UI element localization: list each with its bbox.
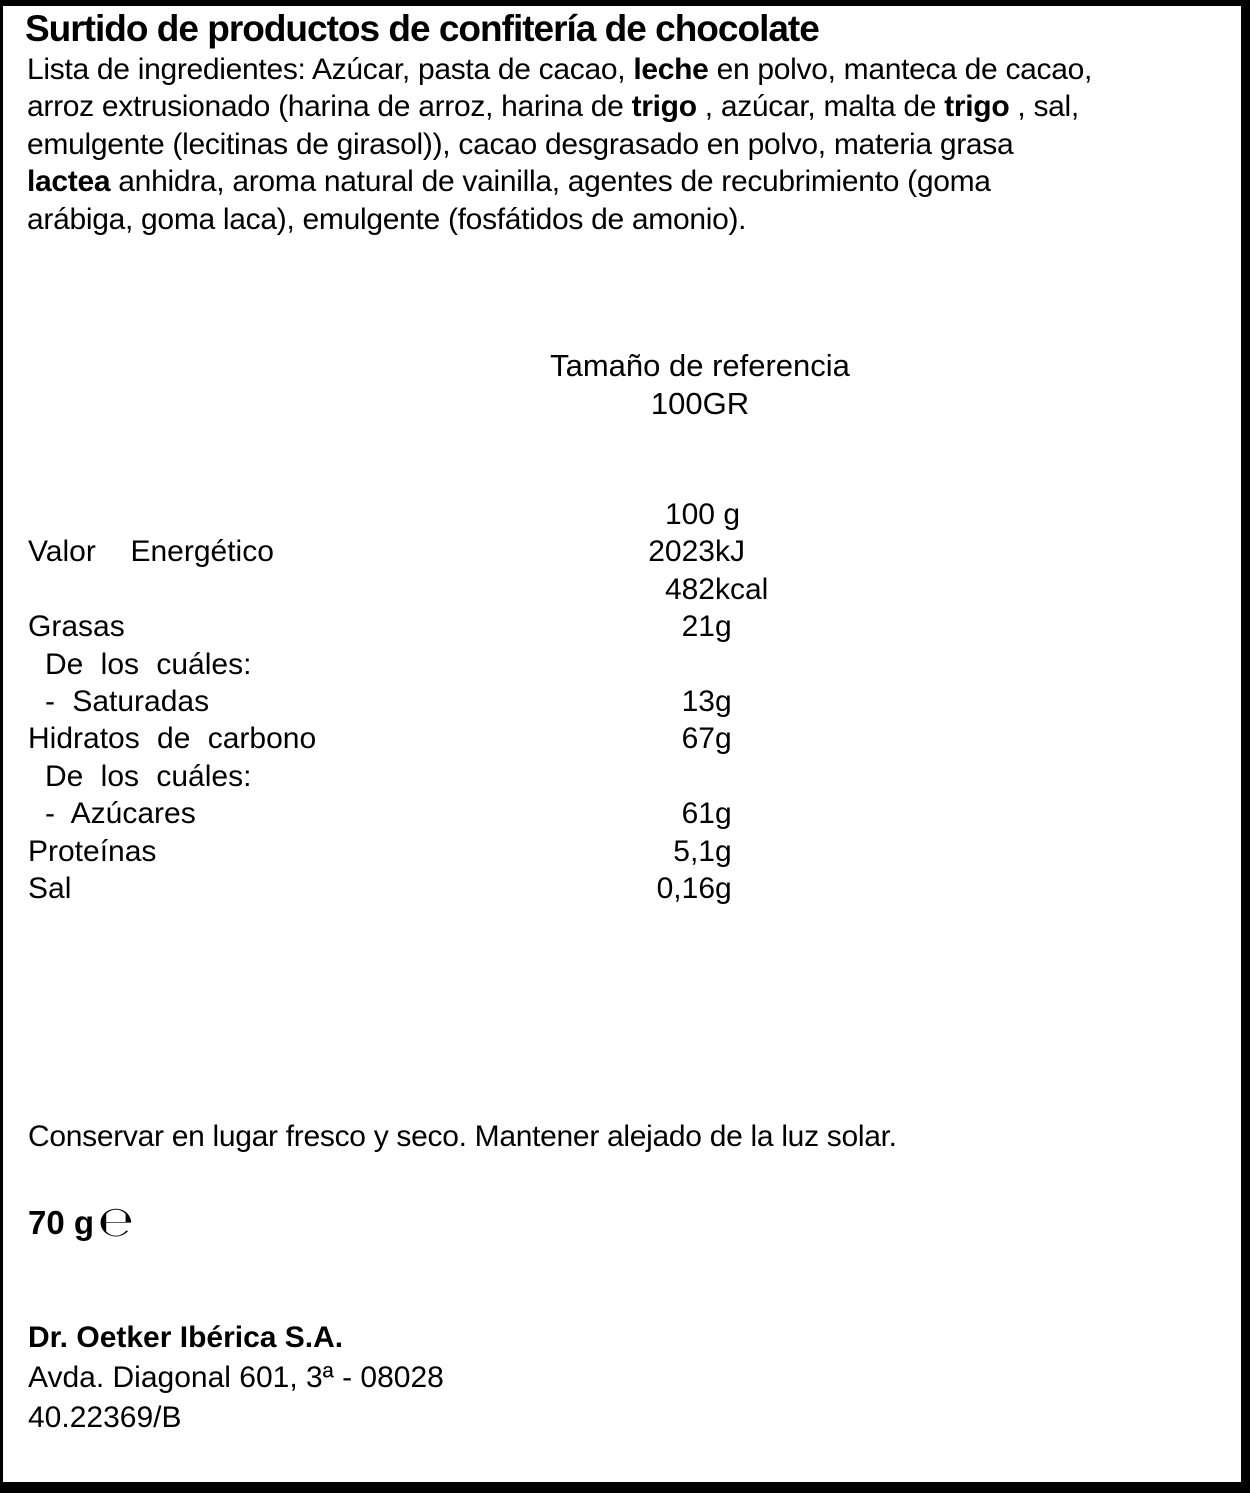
reference-size xyxy=(550,347,850,423)
ingredient-text: , azúcar, malta de xyxy=(696,90,945,124)
nutrition-value-unit: g xyxy=(715,871,732,905)
nutrition-value-number: 100 xyxy=(664,498,715,531)
product-title: Surtido de productos de confitería de chocolate xyxy=(25,8,819,49)
nutrition-value-unit: g xyxy=(715,610,732,644)
nutrition-label: Valor Energético xyxy=(28,535,274,569)
nutrition-value xyxy=(648,533,745,570)
net-weight xyxy=(28,1199,134,1244)
nutrition-row xyxy=(3,720,1241,757)
ingredient-text: arroz extrusionado (harina de arroz, harina de xyxy=(27,90,632,124)
ingredient-highlighted-allergen: trigo xyxy=(944,90,1010,124)
ingredient-highlighted-allergen: leche xyxy=(633,53,709,86)
ingredients-line xyxy=(27,126,1092,163)
ingredient-text: anhidra, aroma natural de vainilla, agentes de recubrimiento (goma xyxy=(110,165,991,199)
nutrition-label: - Azúcares xyxy=(45,797,196,831)
nutrition-value xyxy=(681,608,732,645)
ingredients-line xyxy=(27,201,1092,238)
nutrition-value xyxy=(664,571,769,608)
net-weight-value: 70 g xyxy=(28,1204,95,1241)
ingredient-text: emulgente (lecitinas de girasol)), cacao desgrasado en polvo, materia grasa xyxy=(27,127,1014,161)
ingredient-text: arábiga, goma laca), emulgente (fosfátidos de amonio). xyxy=(27,202,747,236)
ingredients-line xyxy=(27,163,1092,200)
ingredient-text: en polvo, manteca de cacao, xyxy=(708,53,1093,86)
ingredient-highlighted-allergen: lactea xyxy=(27,165,111,199)
reference-size-value: 100GR xyxy=(650,386,750,421)
nutrition-value-unit: g xyxy=(715,498,741,531)
nutrition-label: De los cuáles: xyxy=(45,759,252,793)
estimated-sign-icon: ℮ xyxy=(98,1197,134,1246)
nutrition-row xyxy=(3,496,1241,533)
nutrition-value-number: 482 xyxy=(664,572,715,606)
nutrition-row xyxy=(3,795,1241,832)
ingredient-text: Lista de ingredientes: Azúcar, pasta de cacao, xyxy=(27,53,634,86)
manufacturer-block xyxy=(28,1318,444,1438)
nutrition-value-number: 5,1 xyxy=(673,834,715,868)
nutrition-row xyxy=(3,608,1241,645)
nutrition-row xyxy=(3,758,1241,795)
nutrition-value xyxy=(664,496,741,533)
nutrition-row xyxy=(3,533,1241,570)
nutrition-value xyxy=(656,870,732,907)
nutrition-value xyxy=(681,683,732,720)
nutrition-label: Hidratos de carbono xyxy=(28,722,317,756)
nutrition-label: Grasas xyxy=(28,610,125,644)
reference-size-title: Tamaño de referencia xyxy=(550,348,850,383)
nutrition-table xyxy=(3,496,1241,907)
nutrition-row xyxy=(3,646,1241,683)
nutrition-value xyxy=(673,833,732,870)
nutrition-value-number: 61 xyxy=(681,797,715,831)
nutrition-value-unit: g xyxy=(715,722,732,756)
nutrition-label: - Saturadas xyxy=(45,684,210,718)
nutrition-value-number: 2023 xyxy=(648,535,715,569)
ingredients-paragraph xyxy=(27,51,1092,238)
nutrition-row xyxy=(3,571,1241,608)
nutrition-value-number: 13 xyxy=(681,684,715,718)
nutrition-label: Proteínas xyxy=(28,834,157,868)
nutrition-value-unit: kcal xyxy=(715,572,769,606)
nutrition-value-number: 21 xyxy=(681,610,715,644)
nutrition-label: De los cuáles: xyxy=(45,647,252,681)
nutrition-value-unit: kJ xyxy=(715,535,745,569)
nutrition-value xyxy=(681,720,732,757)
nutrition-value-number: 0,16 xyxy=(656,871,715,905)
ingredient-highlighted-allergen: trigo xyxy=(631,90,697,124)
registration-number: 40.22369/B xyxy=(28,1401,182,1434)
nutrition-value-unit: g xyxy=(715,834,732,868)
ingredient-text: , sal, xyxy=(1009,90,1079,124)
nutrition-row xyxy=(3,833,1241,870)
nutrition-row xyxy=(3,683,1241,720)
nutrition-value-unit: g xyxy=(715,797,732,831)
manufacturer-address: Avda. Diagonal 601, 3ª - 08028 xyxy=(28,1361,444,1394)
nutrition-label: Sal xyxy=(28,871,72,905)
nutrition-row xyxy=(3,870,1241,907)
manufacturer-name: Dr. Oetker Ibérica S.A. xyxy=(28,1321,344,1354)
ingredients-line xyxy=(27,51,1092,88)
nutrition-value-number: 67 xyxy=(681,722,715,756)
nutrition-value xyxy=(681,795,732,832)
storage-note: Conservar en lugar fresco y seco. Mantener alejado de la luz solar. xyxy=(28,1120,897,1153)
nutrition-value-unit: g xyxy=(715,684,732,718)
ingredients-line xyxy=(27,88,1092,125)
